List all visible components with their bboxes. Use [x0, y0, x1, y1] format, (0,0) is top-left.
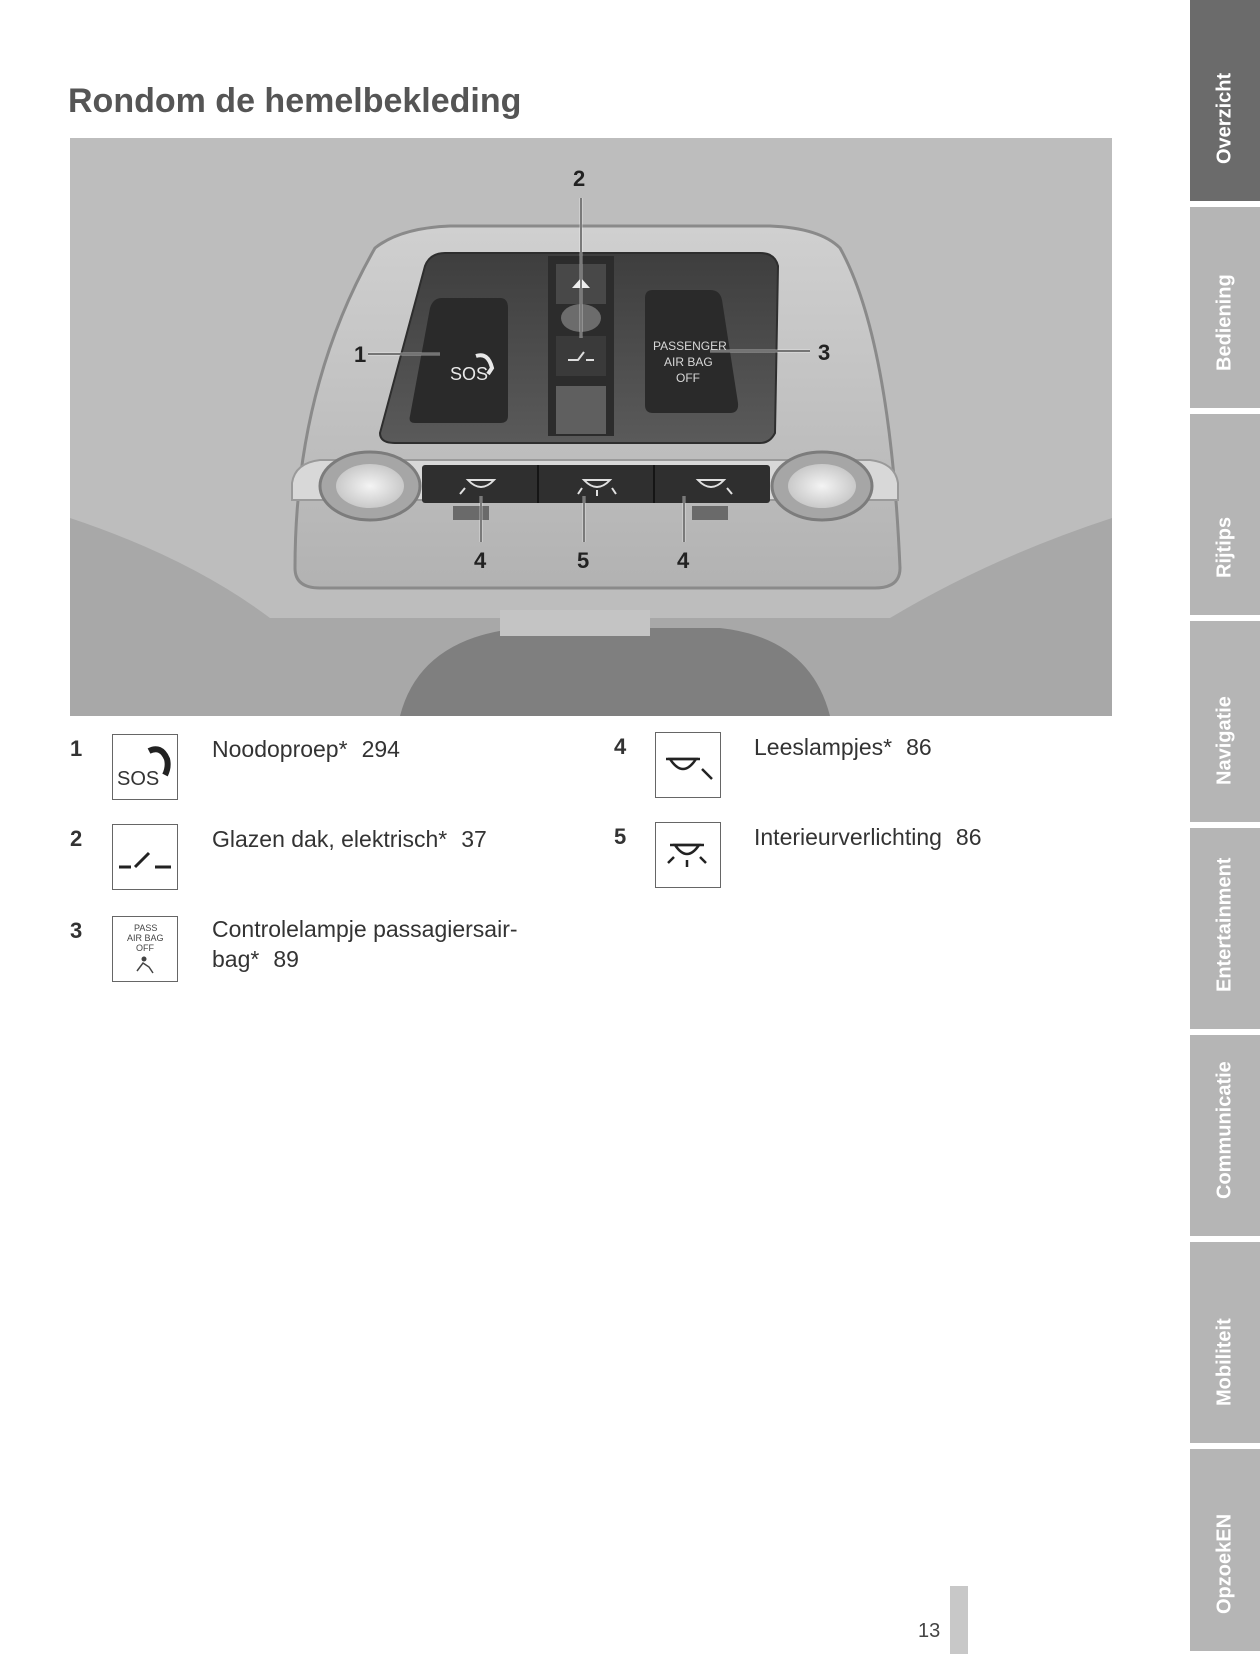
- page-number: 13: [918, 1620, 941, 1642]
- legend-text-4: Leeslampjes* 86: [754, 734, 932, 760]
- sos-icon: [112, 734, 178, 800]
- legend-text-3: Controlelampje passagiersair- bag* 89: [212, 916, 518, 972]
- legend-num-4: 4: [614, 734, 627, 759]
- tab-rijtips[interactable]: Rijtips: [1190, 414, 1260, 618]
- tab-mobiliteit[interactable]: Mobiliteit: [1190, 1242, 1260, 1446]
- page-title: Rondom de hemelbekleding: [68, 82, 522, 120]
- svg-text:AIR BAG: AIR BAG: [127, 933, 164, 943]
- legend-text-5: Interieurverlichting 86: [754, 824, 982, 850]
- interior-light-icon: [655, 822, 721, 888]
- tab-overzicht[interactable]: Overzicht: [1190, 0, 1260, 204]
- callout-4-right: 4: [677, 548, 690, 573]
- page-number-bar: [950, 1586, 968, 1654]
- airbag-off-icon: [112, 916, 178, 982]
- legend-num-2: 2: [70, 826, 83, 851]
- callout-1: 1: [354, 342, 367, 367]
- legend-text-1: Noodoproep* 294: [212, 736, 400, 762]
- sos-button-text: SOS: [450, 364, 489, 384]
- legend-num-3: 3: [70, 918, 83, 943]
- tab-bediening[interactable]: Bediening: [1190, 207, 1260, 411]
- tab-navigatie[interactable]: Navigatie: [1190, 621, 1260, 825]
- legend-num-1: 1: [70, 736, 83, 761]
- legend-num-5: 5: [614, 824, 627, 849]
- svg-text:PASS: PASS: [134, 923, 158, 933]
- airbag-text-1: PASSENGER: [653, 339, 727, 353]
- airbag-text-2: AIR BAG: [664, 355, 713, 369]
- callout-5: 5: [577, 548, 590, 573]
- svg-text:OFF: OFF: [136, 943, 154, 953]
- callout-2: 2: [573, 166, 586, 191]
- chapter-tabs: [1190, 0, 1260, 1654]
- airbag-text-3: OFF: [676, 371, 700, 385]
- tab-entertainment[interactable]: Entertainment: [1190, 828, 1260, 1032]
- callout-3: 3: [818, 340, 831, 365]
- glass-roof-icon: [112, 824, 178, 890]
- legend-text-2: Glazen dak, elektrisch* 37: [212, 826, 487, 852]
- tab-opzoeken[interactable]: OpzoekEN: [1190, 1449, 1260, 1654]
- callout-4-left: 4: [474, 548, 487, 573]
- reading-lamp-icon: [655, 732, 721, 798]
- tab-communicatie[interactable]: Communicatie: [1190, 1035, 1260, 1239]
- svg-text:SOS: SOS: [117, 768, 160, 790]
- overhead-console-photo: [70, 138, 1112, 716]
